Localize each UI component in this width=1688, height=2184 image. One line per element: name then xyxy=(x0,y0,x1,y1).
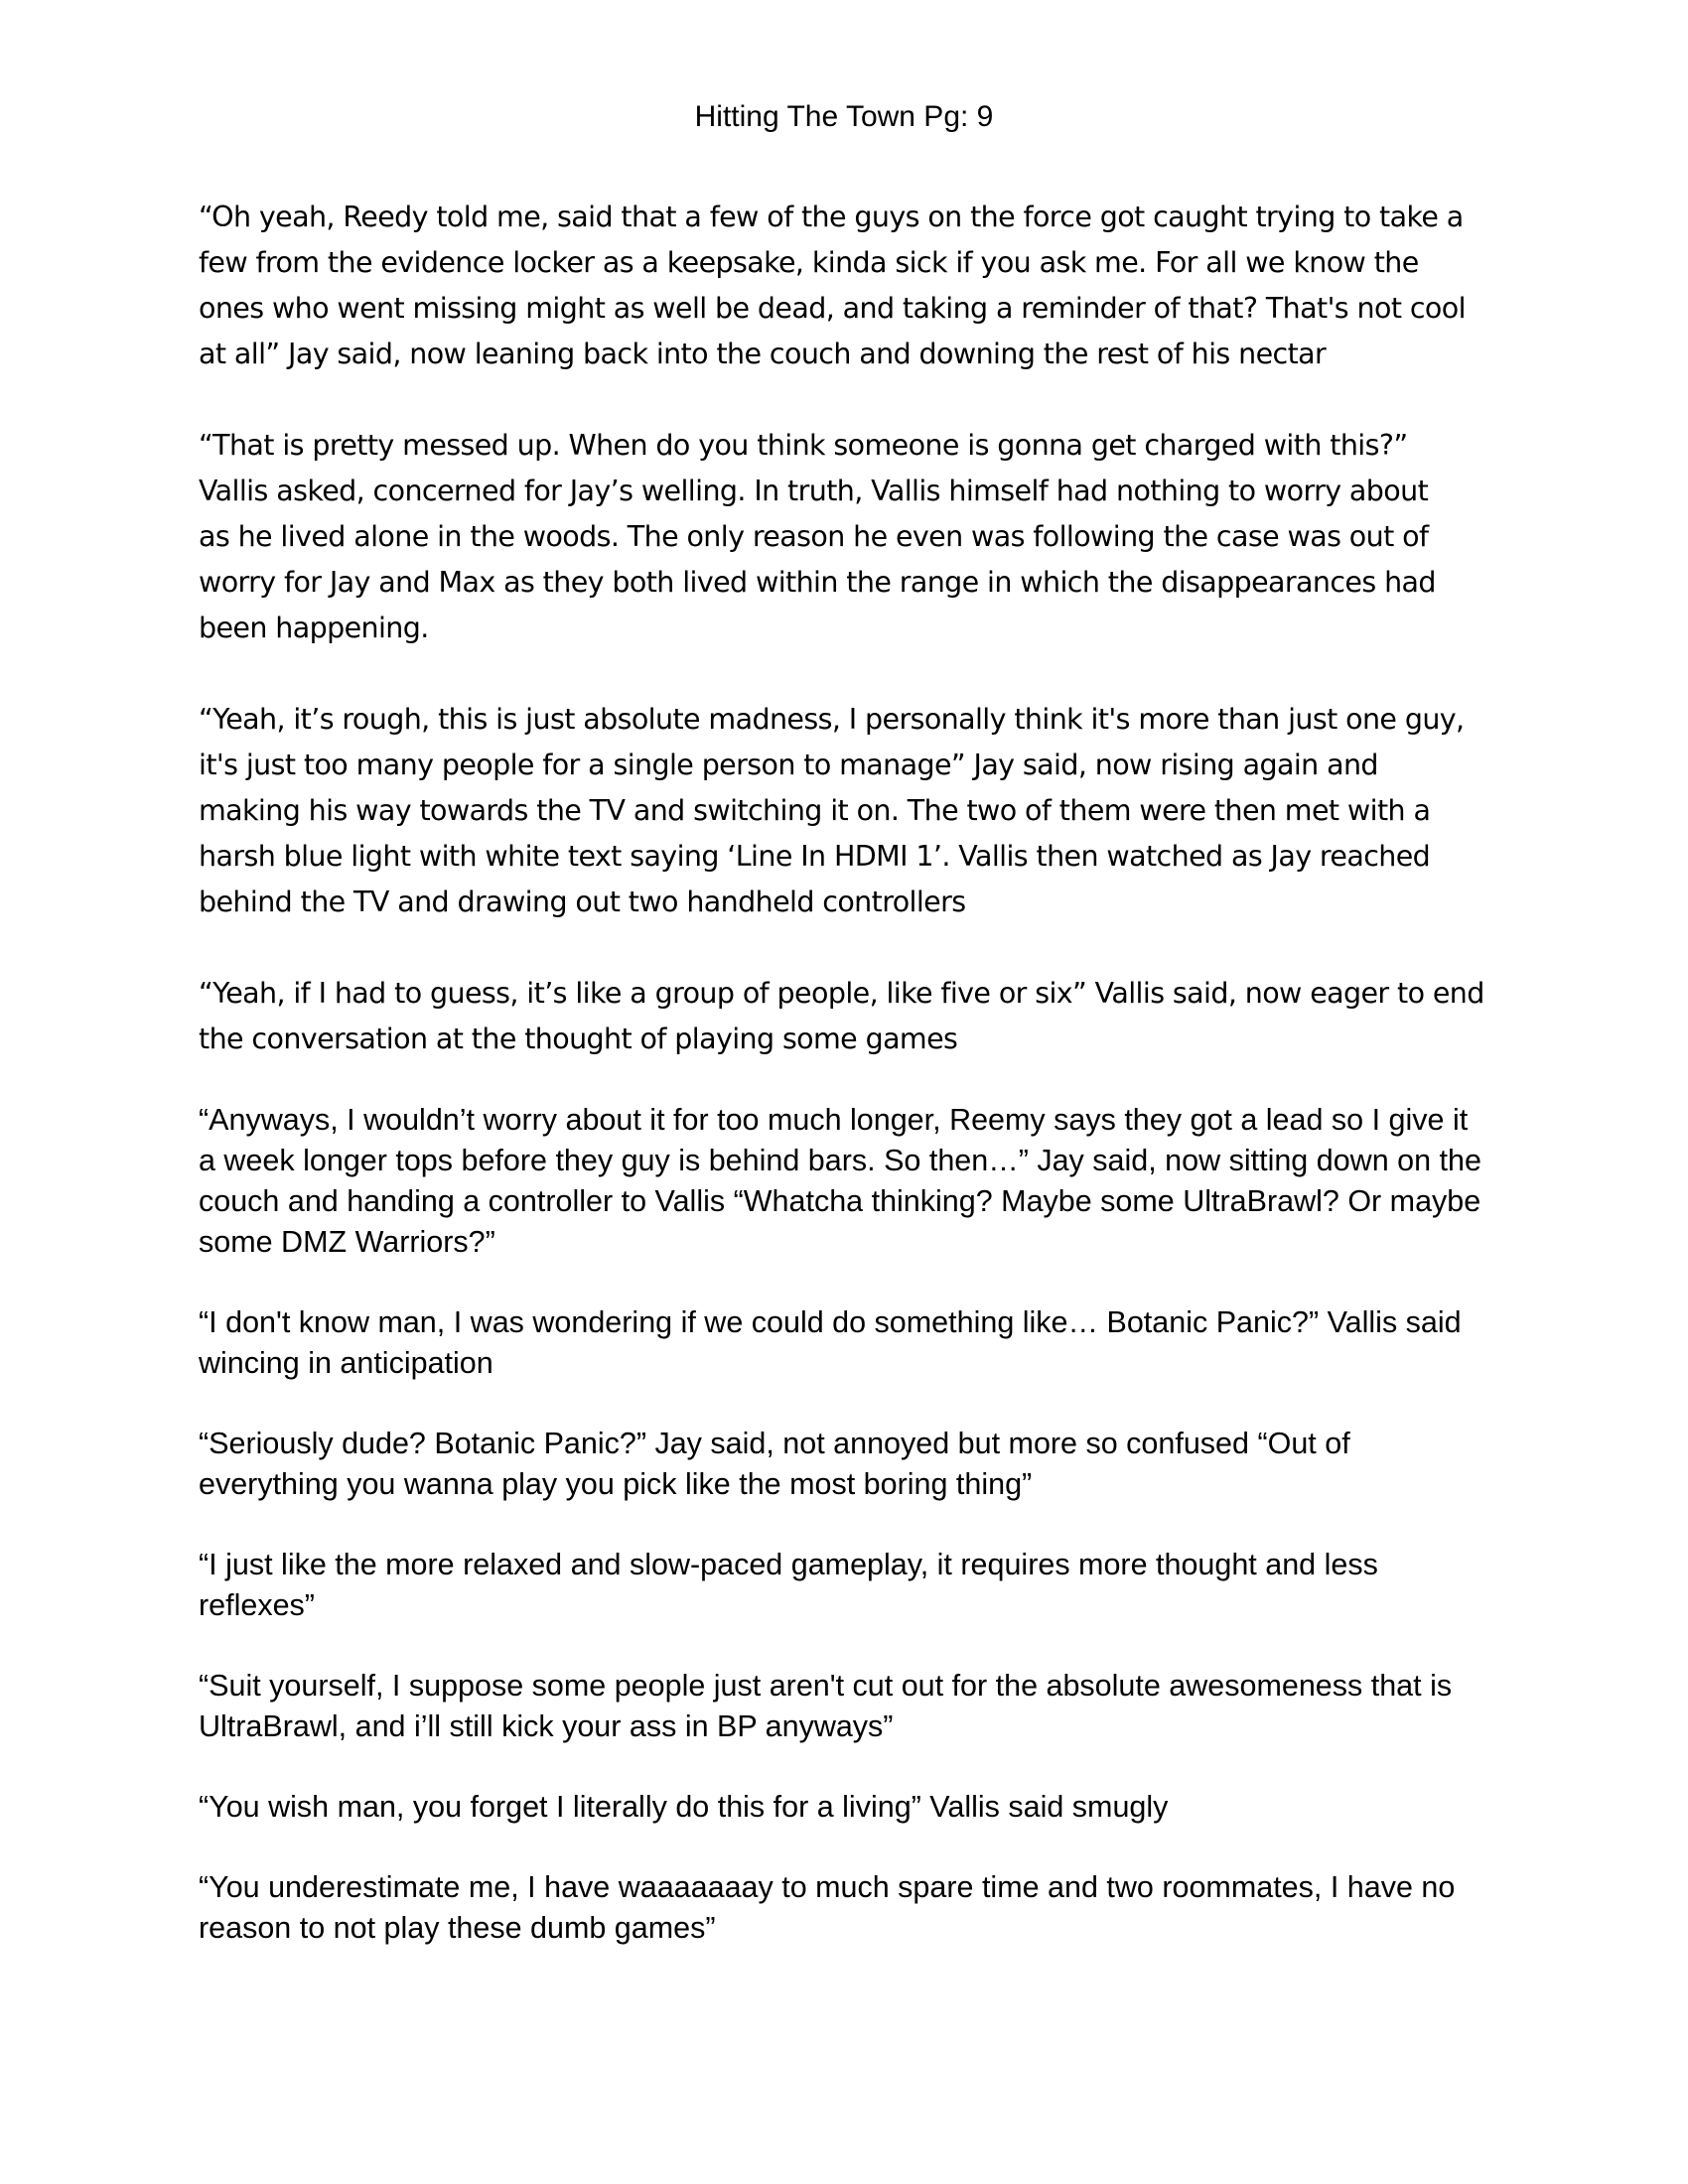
paragraph-7: “Seriously dude? Botanic Panic?” Jay said, not annoyed but more so confused “Out of everything you wanna play you pick like the most boring thing” xyxy=(199,1427,1350,1501)
paragraph-11: “You underestimate me, I have waaaaaaay to much spare time and two roommates, I have no reason to not play these dumb games” xyxy=(199,1870,1456,1945)
paragraph-1: “Oh yeah, Reedy told me, said that a few of the guys on the force got caught trying to take a few from the evidence locker as a keepsake, kinda sick if you ask me. For all we know the ones who went missing might as well be dead, and taking a reminder of that? That's not cool at all” Jay said, now leaning back into the couch and downing the rest of his nectar xyxy=(199,201,1466,370)
paragraph-5: “Anyways, I wouldn’t worry about it for too much longer, Reemy says they got a lead so I give it a week longer tops before they guy is behind bars. So then…” Jay said, now sitting down on the couch and handing a controller to Vallis “Whatcha thinking? Maybe some UltraBrawl? Or maybe some DMZ Warriors?” xyxy=(199,1103,1481,1259)
paragraph-10: “You wish man, you forget I literally do this for a living” Vallis said smugly xyxy=(199,1790,1169,1824)
paragraph-2: “That is pretty messed up. When do you think someone is gonna get charged with this?” Vallis asked, concerned for Jay’s welling. In truth, Vallis himself had nothing to worry about as he lived alone in the woods. The only reason he even was following the case was out of worry for Jay and Max as they both lived within the range in which the disappearances had been happening. xyxy=(199,429,1436,644)
paragraph-6: “I don't know man, I was wondering if we could do something like… Botanic Panic?” Vallis said wincing in anticipation xyxy=(199,1305,1462,1380)
paragraph-8: “I just like the more relaxed and slow-paced gameplay, it requires more thought and less reflexes” xyxy=(199,1548,1378,1622)
story-body xyxy=(199,195,1499,1988)
paragraph-4: “Yeah, if I had to guess, it’s like a group of people, like five or six” Vallis said, now eager to end the conversation at the thought of playing some games xyxy=(199,977,1484,1055)
page-header: Hitting The Town Pg: 9 xyxy=(694,100,994,133)
paragraph-9: “Suit yourself, I suppose some people just aren't cut out for the absolute awesomeness that is UltraBrawl, and i’ll still kick your ass in BP anyways” xyxy=(199,1669,1453,1743)
paragraph-3: “Yeah, it’s rough, this is just absolute madness, I personally think it's more than just one guy, it's just too many people for a single person to manage” Jay said, now rising again and making his way towards the TV and switching it on. The two of them were then met with a harsh blue light with white text saying ‘Line In HDMI 1’. Vallis then watched as Jay reached behind the TV and drawing out two handheld controllers xyxy=(199,703,1465,918)
